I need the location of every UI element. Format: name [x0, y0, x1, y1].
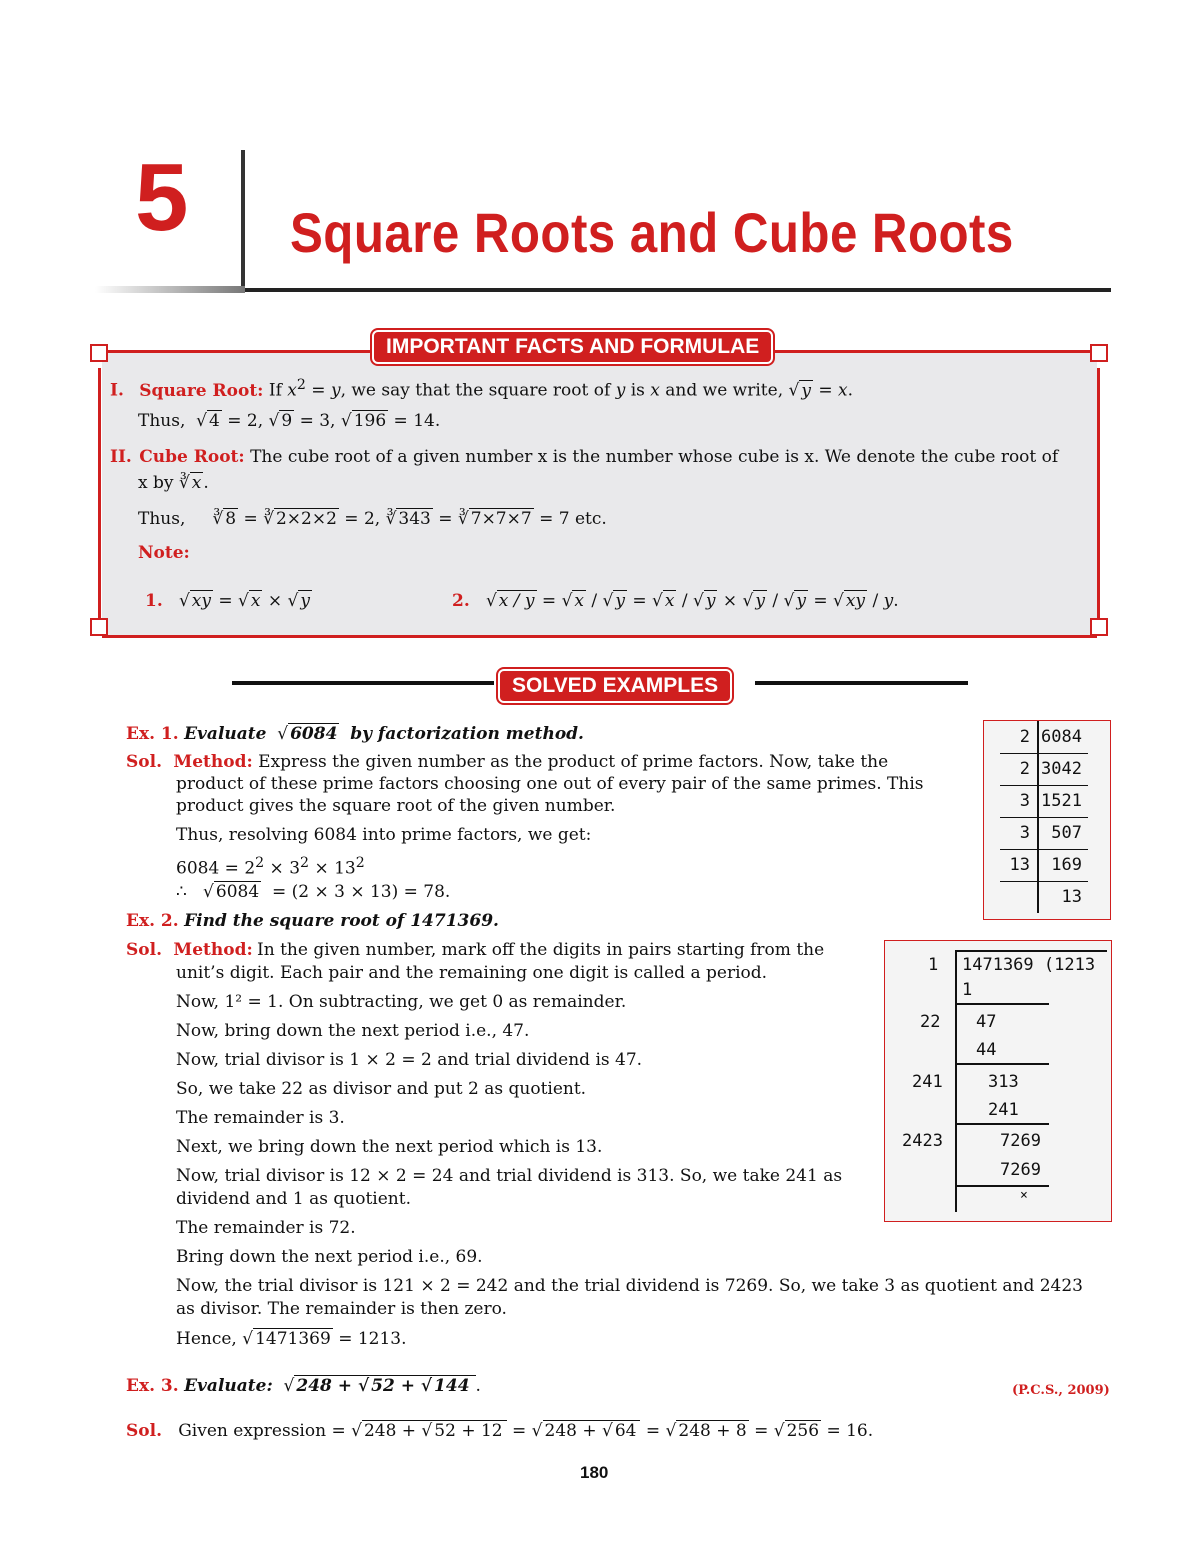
ex2-step-line: dividend and 1 as quotient.: [176, 1189, 411, 1209]
divisor: 22: [920, 1012, 941, 1032]
thus-label: Thus,: [138, 411, 186, 431]
label: II.: [110, 447, 132, 467]
chapter-number: 5: [135, 144, 189, 251]
divisor: 1: [928, 955, 939, 975]
ex1-factorization: $6084 = 2^2 \times 3^2 \times 13^2$: [176, 855, 365, 879]
ex2-question: [126, 910, 499, 932]
factor-table: [983, 720, 1111, 920]
factor-row: [1000, 721, 1088, 754]
method-label: Method:: [173, 940, 253, 960]
note-formula-2: 2. √ x / y = √ x / √ y = √ x / √ y × √ y / √ y = √ xy / y.: [452, 591, 899, 611]
chapter-rule: [245, 288, 1111, 292]
ex2-step-line: So, we take 22 as divisor and put 2 as quotient.: [176, 1079, 587, 1099]
text: Express the given number as the product of prime factors. Now, take the: [258, 752, 889, 772]
banner-rule-left: [232, 681, 494, 685]
division-vline: [955, 950, 957, 1212]
text: = (2 × 3 × 13) = 78.: [271, 882, 451, 902]
factor-row: [1000, 785, 1088, 818]
note-label: Note:: [138, 543, 190, 563]
ex2-step-line: The remainder is 72.: [176, 1218, 356, 1238]
text: we say that the square root of: [351, 380, 611, 401]
text: = 1213.: [338, 1329, 407, 1349]
note-formula-1: 1. √ xy = √ x × √ y: [145, 591, 310, 611]
square-root-heading: Square Root:: [139, 380, 264, 401]
division-step: 47: [976, 1012, 997, 1032]
division-rule: [957, 1003, 1049, 1005]
facts-banner: IMPORTANT FACTS AND FORMULAE: [372, 330, 773, 364]
ex2-step-line: In the given number, mark off the digits in pairs starting from the: [257, 940, 825, 960]
factor-divisor: 2: [1019, 759, 1030, 779]
ex2-result: Hence, √ 1471369 = 1213.: [176, 1329, 407, 1349]
factor-value: 1521: [1041, 791, 1082, 811]
factor-divider: [1037, 785, 1039, 817]
factor-divider: [1037, 721, 1039, 753]
chapter-divider: [241, 150, 245, 290]
facts-border-left: [98, 368, 101, 620]
text: is: [630, 380, 645, 401]
ex2-label: Ex. 2.: [126, 911, 179, 931]
division-step: 7269: [1000, 1131, 1041, 1151]
division-step: 1: [962, 980, 973, 1000]
factor-value: 507: [1051, 823, 1082, 843]
factor-value: 6084: [1041, 727, 1082, 747]
factor-row: [1000, 753, 1088, 786]
sol-label: Sol.: [126, 1421, 162, 1441]
factor-divider: [1037, 753, 1039, 785]
page-number: 180: [580, 1463, 609, 1482]
solved-banner: SOLVED EXAMPLES: [498, 669, 732, 703]
text: and we write,: [665, 380, 784, 401]
division-rule: [957, 1123, 1049, 1125]
division-step: 313: [988, 1072, 1019, 1092]
facts-border-right: [1097, 368, 1100, 620]
division-step: ×: [1020, 1188, 1028, 1203]
factor-divisor: 13: [1009, 855, 1030, 875]
ex2-step-line: as divisor. The remainder is then zero.: [176, 1299, 507, 1319]
label: 2.: [452, 591, 470, 611]
label: I.: [110, 380, 124, 401]
chapter-title: Square Roots and Cube Roots: [290, 201, 1014, 264]
corner-ornament: [90, 344, 108, 362]
ex2-sol-head: [126, 939, 253, 961]
ex3-source: (P.C.S., 2009): [1012, 1383, 1110, 1398]
ex2-step-line: unit’s digit. Each pair and the remaining one digit is called a period.: [176, 963, 768, 983]
divisor: 2423: [902, 1131, 943, 1151]
factor-row: [1000, 849, 1088, 882]
factor-divisor: 3: [1019, 823, 1030, 843]
text: Evaluate:: [184, 1376, 273, 1396]
ex1-method-line: [126, 751, 888, 773]
text: by factorization method.: [350, 724, 584, 744]
sol-label: Sol.: [126, 940, 162, 960]
ex2-step-line: The remainder is 3.: [176, 1108, 345, 1128]
ex3-question: Ex. 3. Evaluate: √ 248 + √ 52 + √ 144 .: [126, 1376, 481, 1396]
thus-label: Thus,: [138, 509, 186, 529]
factor-row: [1000, 817, 1088, 850]
factor-divider: [1037, 817, 1039, 849]
label: 1.: [145, 591, 163, 611]
division-rule: [957, 1185, 1049, 1187]
division-rule: [957, 1063, 1049, 1065]
ex2-step-line: Bring down the next period i.e., 69.: [176, 1247, 483, 1267]
ex1-method-line: product of these prime factors choosing one out of every pair of the same primes. This: [176, 774, 924, 794]
corner-ornament: [1090, 618, 1108, 636]
text: = 16.: [826, 1421, 874, 1441]
corner-ornament: [1090, 344, 1108, 362]
ex2-step-line: Now, 1² = 1. On subtracting, we get 0 as remainder.: [176, 992, 627, 1012]
ex2-step-line: Now, the trial divisor is 121 × 2 = 242 and the trial dividend is 7269. So, we take 3 as quotient and 2423: [176, 1276, 1083, 1296]
factor-divisor: 3: [1019, 791, 1030, 811]
sol-label: Sol.: [126, 752, 162, 772]
cube-root-examples: Thus, ∛ 8 = ∛ 2×2×2 = 2, ∛ 343 = ∛ 7×7×7 = 7 etc.: [138, 509, 607, 529]
factor-value: 3042: [1041, 759, 1082, 779]
text: Evaluate: [184, 724, 267, 744]
division-overline: [957, 950, 1107, 952]
text: x by: [138, 473, 174, 493]
factor-row: [1000, 881, 1088, 913]
cube-root-definition: [110, 446, 1058, 468]
factor-value: 13: [1061, 887, 1082, 907]
method-label: Method:: [173, 752, 253, 772]
cube-root-definition-cont: x by ∛ x .: [138, 473, 209, 493]
division-head: 1471369 (1213: [962, 955, 1096, 975]
ex1-method-line: Thus, resolving 6084 into prime factors, we get:: [176, 825, 592, 845]
text: Find the square root of 1471369.: [184, 911, 499, 931]
ex1-method-line: product gives the square root of the given number.: [176, 796, 616, 816]
chapter-rule-shade: [95, 286, 245, 293]
square-root-examples: Thus, √ 4 = 2, √ 9 = 3, √ 196 = 14.: [138, 411, 441, 431]
ex2-step-line: Next, we bring down the next period which is 13.: [176, 1137, 603, 1157]
factor-value: 169: [1051, 855, 1082, 875]
ex1-result: ∴ √ 6084 = (2 × 3 × 13) = 78.: [176, 882, 451, 902]
division-step: 44: [976, 1040, 997, 1060]
divisor: 241: [912, 1072, 943, 1092]
division-step: 7269: [1000, 1160, 1041, 1180]
ex1-question: Ex. 1. Evaluate √ 6084 by factorization method.: [126, 724, 584, 744]
ex3-solution: Sol. Given expression = √ 248 + √ 52 + 12 = √ 248 + √ 64 = √ 248 + 8 = √ 256 = 16.: [126, 1421, 874, 1441]
ex1-label: Ex. 1.: [126, 724, 179, 744]
ex2-step-line: Now, trial divisor is 12 × 2 = 24 and trial dividend is 313. So, we take 241 as: [176, 1166, 843, 1186]
square-root-definition: I. Square Root: If $x^2 = y$, we say that the square root of y is x and we write, √ y = x.: [110, 377, 854, 401]
ex3-label: Ex. 3.: [126, 1376, 179, 1396]
text: The cube root of a given number x is the number whose cube is x. We denote the cube root of: [250, 447, 1059, 467]
ex2-step-line: Now, bring down the next period i.e., 47.: [176, 1021, 530, 1041]
factor-divider: [1037, 849, 1039, 881]
ex2-step-line: Now, trial divisor is 1 × 2 = 2 and trial dividend is 47.: [176, 1050, 643, 1070]
text: If: [268, 380, 282, 401]
corner-ornament: [90, 618, 108, 636]
text: Given expression =: [178, 1421, 346, 1441]
banner-rule-right: [755, 681, 968, 685]
cube-root-heading: Cube Root:: [139, 447, 245, 467]
factor-divider: [1037, 881, 1039, 913]
division-step: 241: [988, 1100, 1019, 1120]
text: Hence,: [176, 1329, 237, 1349]
factor-divisor: 2: [1019, 727, 1030, 747]
